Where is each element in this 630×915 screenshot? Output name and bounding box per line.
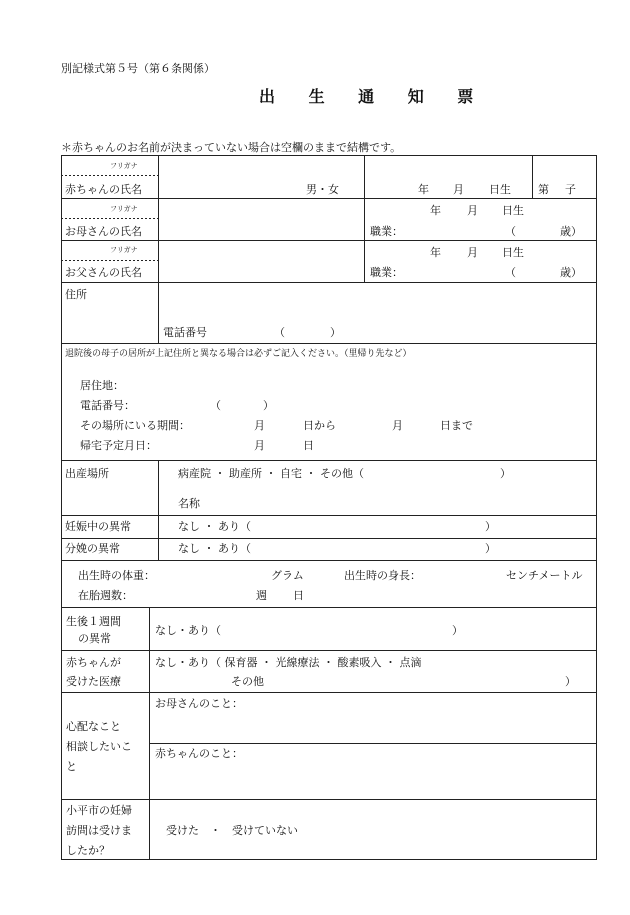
delivery-label: 分娩の異常: [65, 542, 120, 555]
baby-furigana-label: フリガナ: [110, 162, 138, 170]
concerns-label-line1: 心配なこと: [66, 720, 121, 733]
weight-label: 出生時の体重：: [78, 569, 155, 582]
address-phone-paren-close: ）: [330, 326, 341, 339]
form-reference: 別記様式第５号（第６条関係）: [61, 62, 215, 75]
baby-birthday: 日生: [489, 183, 511, 196]
address-phone-paren-open: （: [274, 326, 285, 339]
stay-until-day: 日まで: [440, 419, 473, 432]
return-day: 日: [303, 439, 314, 452]
gestation-label: 在胎週数：: [78, 589, 133, 602]
care-label-line1: 赤ちゃんが: [66, 656, 121, 669]
mother-job-label: 職業：: [370, 225, 403, 238]
mother-age-close: 歳）: [560, 225, 582, 238]
father-age-open: （: [505, 266, 516, 279]
pregnancy-close: ）: [485, 520, 496, 533]
residence-label: 居住地：: [80, 379, 124, 392]
father-furigana-label: フリガナ: [110, 246, 138, 254]
pregnancy-options[interactable]: なし ・ あり（: [178, 520, 251, 533]
stay-until-month: 月: [392, 419, 403, 432]
week1-label-line2: の異常: [78, 632, 111, 645]
week1-options[interactable]: なし・あり（: [155, 624, 221, 637]
mother-name-label: お母さんの氏名: [65, 225, 142, 238]
note-text: ＊赤ちゃんのお名前が決まっていない場合は空欄のままで結構です。: [61, 141, 402, 154]
mother-birthday: 日生: [502, 204, 524, 217]
birth-order-suffix: 子: [565, 183, 576, 196]
mother-birth-year: 年: [430, 204, 441, 217]
week1-label-line1: 生後１週間: [66, 615, 121, 628]
birthplace-name-label: 名称: [178, 497, 200, 510]
care-options[interactable]: なし・あり（ 保育器 ・ 光線療法 ・ 酸素吸入 ・ 点滴: [155, 656, 422, 669]
visit-options[interactable]: 受けた ・ 受けていない: [166, 824, 298, 837]
delivery-close: ）: [485, 542, 496, 555]
stay-from-month: 月: [254, 419, 265, 432]
weight-unit: グラム: [271, 569, 304, 582]
post-discharge-note: 退院後の母子の居所が上記住所と異なる場合は必ずご記入ください。（里帰り先など）: [65, 349, 412, 359]
gestation-day: 日: [293, 589, 304, 602]
return-month: 月: [254, 439, 265, 452]
birthplace-options[interactable]: 病産院 ・ 助産所 ・ 自宅 ・ その他（: [178, 467, 364, 480]
return-date-label: 帰宅予定月日：: [80, 439, 157, 452]
baby-birth-month: 月: [453, 183, 464, 196]
birth-order-prefix: 第: [538, 183, 549, 196]
gestation-week: 週: [256, 589, 267, 602]
address-label: 住所: [65, 288, 87, 301]
care-label-line2: 受けた医療: [66, 675, 121, 688]
residence-phone-paren-open: （: [210, 399, 221, 412]
care-close: ）: [565, 675, 576, 688]
pregnancy-label: 妊娠中の異常: [65, 520, 131, 533]
page-title: 出 生 通 知 票: [259, 87, 488, 106]
father-birthday: 日生: [502, 246, 524, 259]
stay-from-day: 日から: [303, 419, 336, 432]
visit-label-line2: 訪問は受けま: [66, 824, 132, 837]
care-other-label: その他: [231, 675, 264, 688]
stay-period-label: その場所にいる期間：: [80, 419, 190, 432]
mother-furigana-label: フリガナ: [110, 205, 138, 213]
concerns-label-line3: と: [66, 760, 77, 773]
baby-name-label: 赤ちゃんの氏名: [65, 183, 142, 196]
father-birth-month: 月: [467, 246, 478, 259]
father-job-label: 職業：: [370, 266, 403, 279]
visit-label-line3: したか？: [66, 844, 110, 857]
baby-sex-field[interactable]: 男・女: [306, 183, 339, 196]
father-age-close: 歳）: [560, 266, 582, 279]
concerns-label-line2: 相談したいこ: [66, 740, 132, 753]
address-phone-label: 電話番号: [163, 326, 207, 339]
mother-age-open: （: [505, 225, 516, 238]
birthplace-close: ）: [500, 467, 511, 480]
concerns-baby-label: 赤ちゃんのこと：: [155, 747, 243, 760]
residence-phone-label: 電話番号：: [80, 399, 135, 412]
birthplace-label: 出産場所: [65, 467, 109, 480]
height-unit: センチメートル: [506, 569, 583, 582]
concerns-mother-label: お母さんのこと：: [155, 697, 243, 710]
mother-birth-month: 月: [467, 204, 478, 217]
father-name-label: お父さんの氏名: [65, 266, 142, 279]
delivery-options[interactable]: なし ・ あり（: [178, 542, 251, 555]
baby-birth-year: 年: [418, 183, 429, 196]
residence-phone-paren-close: ）: [263, 399, 274, 412]
visit-label-line1: 小平市の妊婦: [66, 804, 132, 817]
week1-close: ）: [452, 624, 463, 637]
height-label: 出生時の身長：: [344, 569, 421, 582]
father-birth-year: 年: [430, 246, 441, 259]
